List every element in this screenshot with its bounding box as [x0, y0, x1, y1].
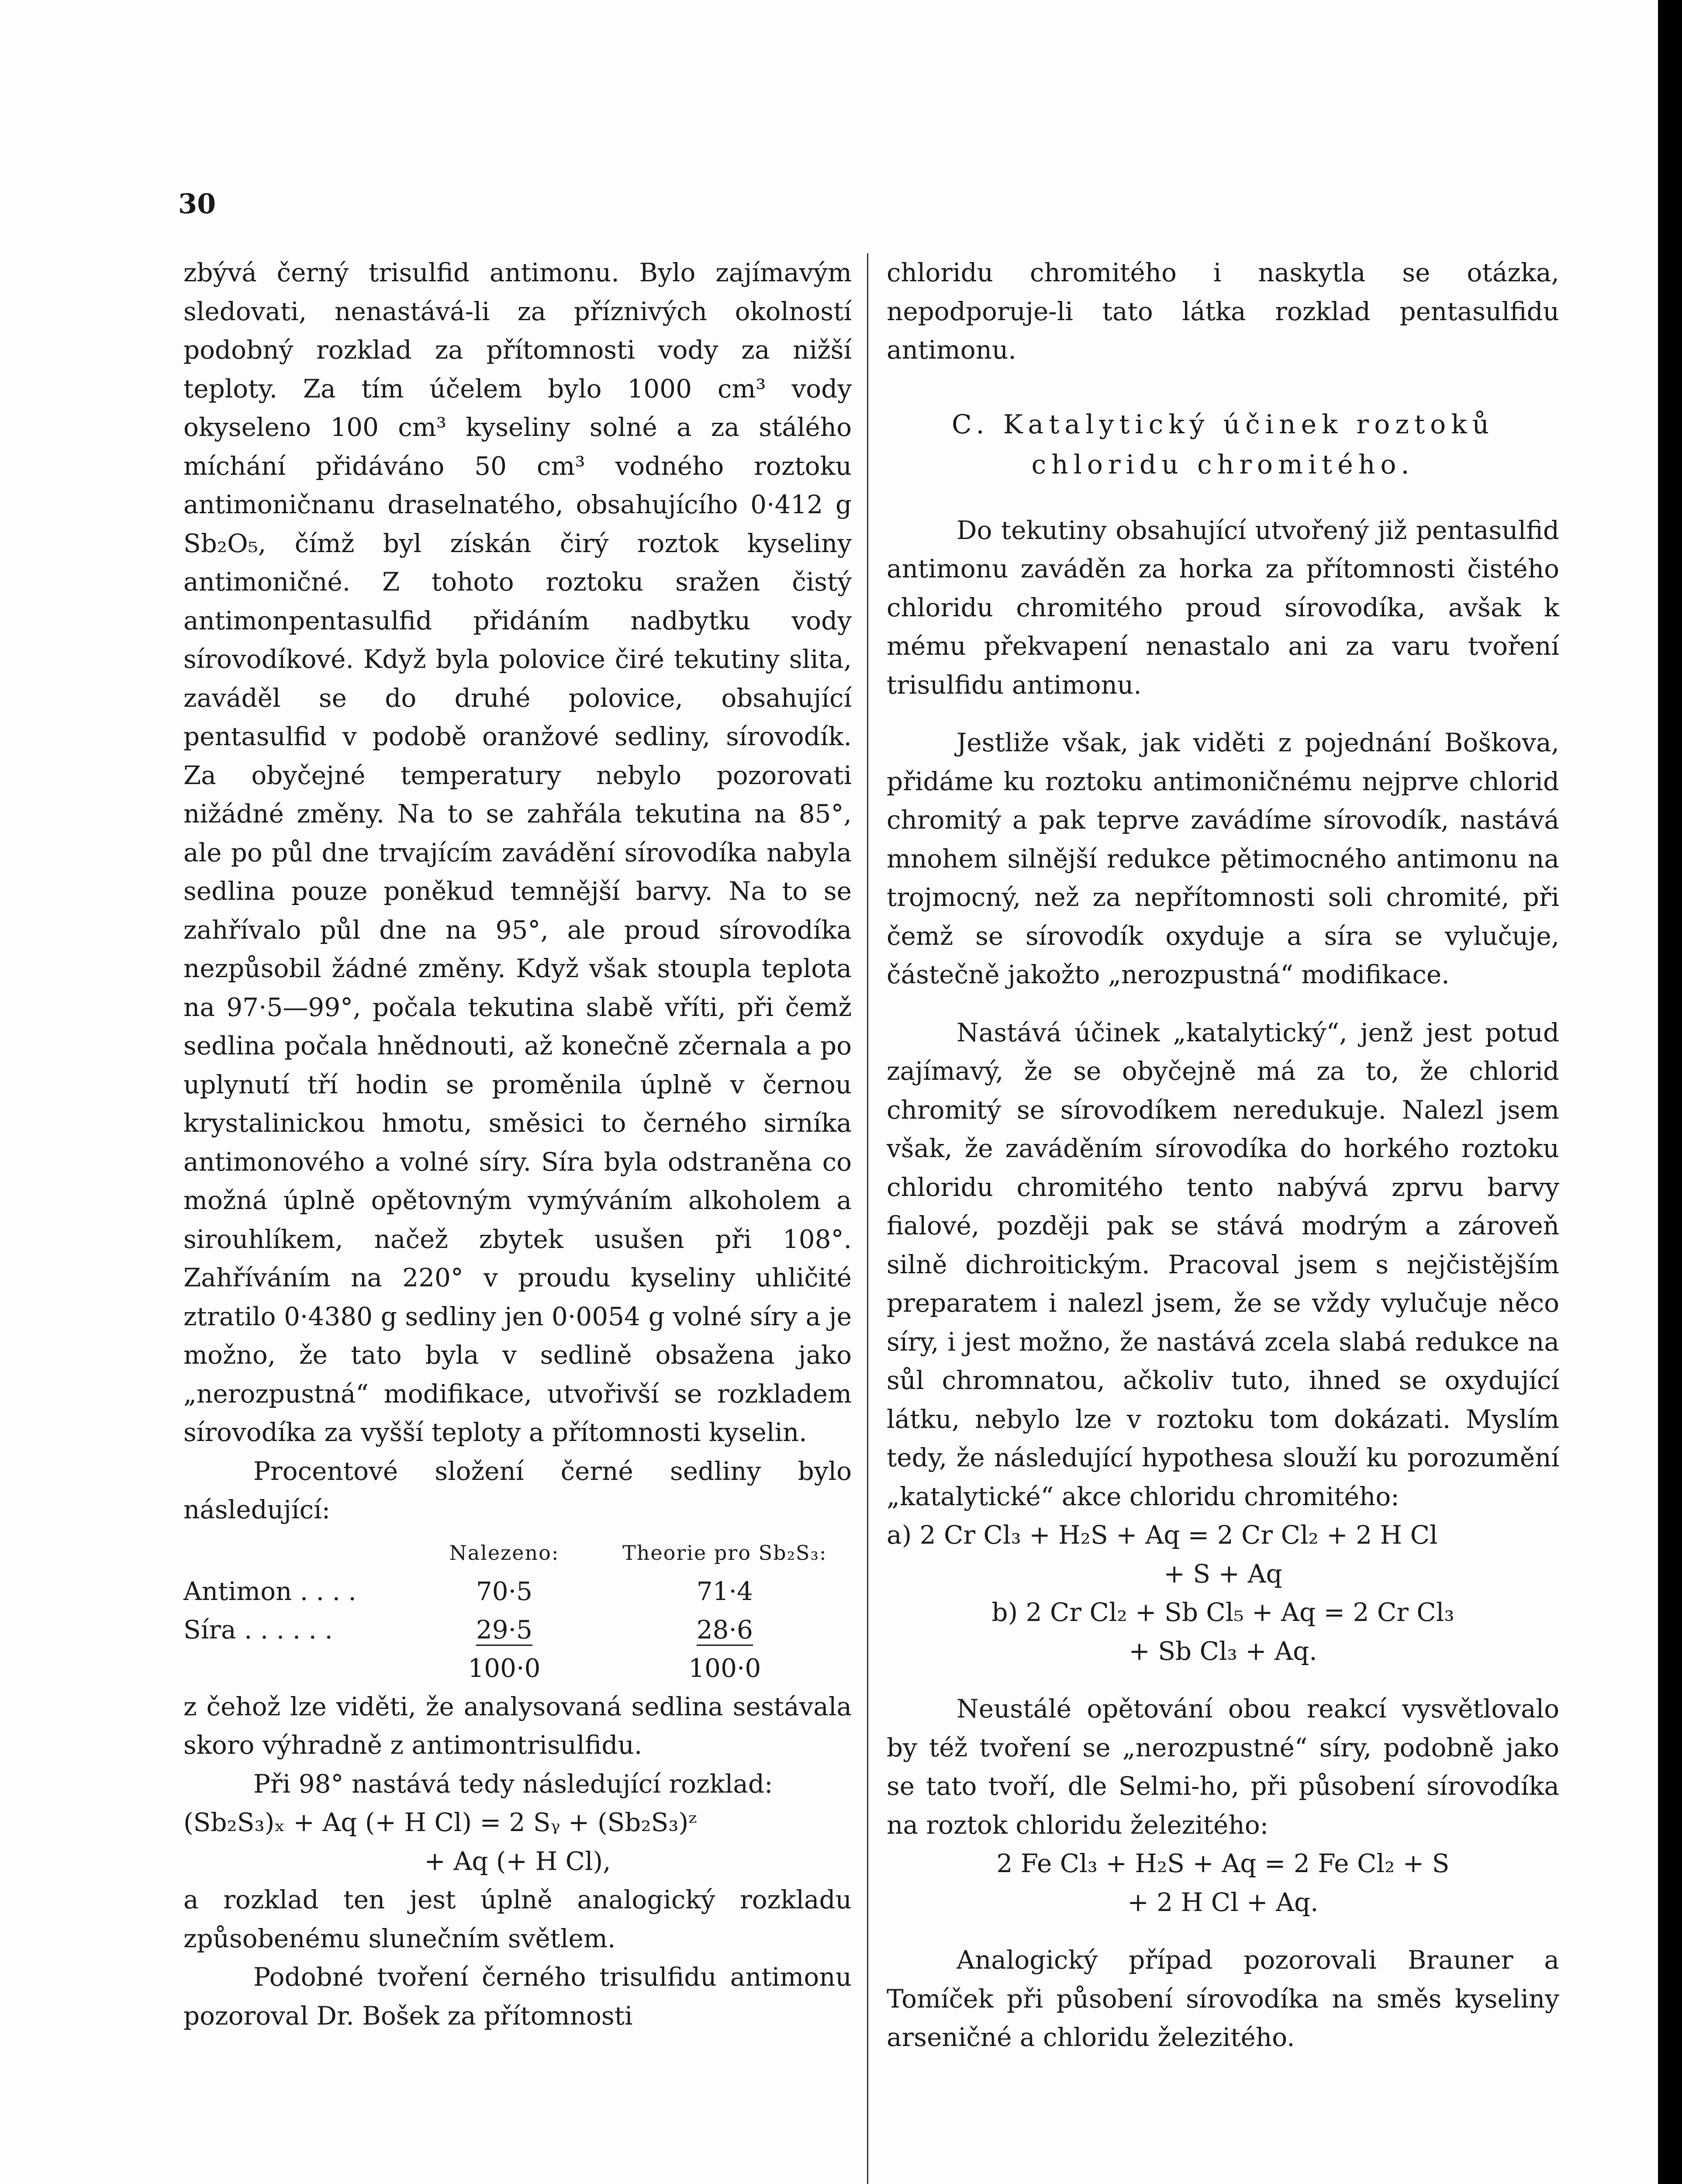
left-paragraph-2: Procentové složení černé sedliny bylo následující:	[183, 1456, 852, 1524]
table-row-found: 29·5	[411, 1610, 598, 1649]
right-paragraph-5: Neustálé opětování obou reakcí vysvětlovalo by též tvoření se „nerozpustné“ síry, podobně jako se tato tvoří, dle Selmi-ho, při působení sírovodíka na roztok chloridu železitého:	[887, 1694, 1559, 1840]
formula-b-line-1: b) 2 Cr Cl₂ + Sb Cl₅ + Aq = 2 Cr Cl₃	[991, 1597, 1454, 1627]
formula-1-line-1: (Sb₂S₃)ₓ + Aq (+ H Cl) = 2 Sᵧ + (Sb₂S₃)ᶻ	[183, 1807, 697, 1837]
table-row-found: 70·5	[476, 1576, 532, 1606]
table-header-theory: Theorie pro Sb₂S₃:	[622, 1541, 827, 1565]
left-paragraph-4: Při 98° nastává tedy následující rozklad:	[253, 1769, 773, 1799]
column-divider	[867, 253, 868, 2184]
scan-border-right	[1658, 0, 1682, 2184]
composition-table	[183, 1534, 852, 1687]
right-paragraph-4: Nastává účinek „katalytický“, jenž jest potud zajímavý, že se obyčejně má za to, že chlorid chromitý se sírovodíkem neredukuje. Nalezl jsem však, že zaváděním sírovodíka do horkého roztoku chloridu chromitého tento nabývá zprvu barvy fialové, později pak se stává modrým a zároveň silně dichroitickým. Pracoval jsem s nejčistějším preparatem i nalezl jsem, že se vždy vylučuje něco síry, i jest možno, že nastává zcela slabá redukce na sůl chromnatou, ačkoliv tuto, ihned se oxydující látku, nebylo lze v roztoku tom dokázati. Myslím tedy, že následující hypothesa slouží ku porozumění „katalytické“ akce chloridu chromitého:	[887, 1017, 1559, 1511]
left-paragraph-1: zbývá černý trisulfid antimonu. Bylo zajímavým sledovati, nenastává-li za příznivých okolností podobný rozklad za přítomnosti vody za nižší teploty. Za tím účelem bylo 1000 cm³ vody okyseleno 100 cm³ kyseliny solné a za stálého míchání přidáváno 50 cm³ vodného roztoku antimoničnanu draselnatého, obsahujícího 0·412 g Sb₂O₅, čímž byl získán čirý roztok kyseliny antimoničné. Z tohoto roztoku sražen čistý antimonpentasulfid přidáním nadbytku vody sírovodíkové. Když byla polovice čiré tekutiny slita, zaváděl se do druhé polovice, obsahující pentasulfid v podobě oranžové sedliny, sírovodík. Za obyčejné temperatury nebylo pozorovati nižádné změny. Na to se zahřála tekutina na 85°, ale po půl dne trvajícím zavádění sírovodíka nabyla sedlina pouze poněkud temnější barvy. Na to se zahřívalo půl dne na 95°, ale proud sírovodíka nezpůsobil žádné změny. Když však stoupla teplota na 97·5—99°, počala tekutina slabě vříti, při čemž sedlina počala hnědnouti, až konečně zčernala a po uplynutí tří hodin se proměnila úplně v černou krystalinickou hmotu, směsici to černého sirníka antimonového a volné síry. Síra byla odstraněna co možná úplně opětovným vymýváním alkoholem a sirouhlíkem, načež zbytek usušen při 108°. Zahříváním na 220° v proudu kyseliny uhličité ztratilo 0·4380 g sedliny jen 0·0054 g volné síry a je možno, že tato byla v sedlině obsažena jako „nerozpustná“ modifikace, utvořivší se rozkladem sírovodíka za vyšší teploty a přítomnosti kyselin.	[183, 258, 852, 1447]
left-paragraph-5: a rozklad ten jest úplně analogický rozkladu způsobenému slunečním světlem.	[183, 1885, 852, 1953]
formula-c-line-2: + 2 H Cl + Aq.	[1127, 1887, 1319, 1917]
section-heading	[887, 404, 1559, 485]
formula-c-line-1: 2 Fe Cl₃ + H₂S + Aq = 2 Fe Cl₂ + S	[996, 1849, 1450, 1878]
table-row-theory: 28·6	[598, 1610, 852, 1649]
section-heading-line-2: chloridu chromitého.	[1031, 449, 1415, 480]
table-row-theory: 71·4	[696, 1576, 753, 1606]
table-total-row	[183, 1649, 852, 1687]
right-paragraph-2: Do tekutiny obsahující utvořený již pentasulfid antimonu zaváděn za horka za přítomnosti čistého chloridu chromitého proud sírovodíka, avšak k mému překvapení nenastalo ani za varu tvoření trisulfidu antimonu.	[887, 515, 1559, 700]
table-row	[183, 1572, 852, 1610]
table-total-found: 100·0	[468, 1653, 541, 1683]
table-row	[183, 1610, 852, 1649]
formula-a-line-1: a) 2 Cr Cl₃ + H₂S + Aq = 2 Cr Cl₂ + 2 H Cl	[887, 1520, 1438, 1550]
right-paragraph-6: Analogický případ pozorovali Brauner a Tomíček při působení sírovodíka na směs kyseliny arseničné a chloridu železitého.	[887, 1945, 1559, 2052]
formula-b-line-2: + Sb Cl₃ + Aq.	[1129, 1636, 1317, 1666]
formula-a-line-2: + S + Aq	[1164, 1559, 1282, 1589]
left-paragraph-6: Podobné tvoření černého trisulfidu antimonu pozoroval Dr. Bošek za přítomnosti	[183, 1962, 852, 2031]
right-paragraph-3: Jestliže však, jak viděti z pojednání Boškova, přidáme ku roztoku antimoničnému nejprve chlorid chromitý a pak teprve zavádíme sírovodík, nastává mnohem silnější redukce pětimocného antimonu na trojmocný, než za nepřítomnosti soli chromité, při čemž se sírovodík oxyduje a síra se vylučuje, částečně jakožto „nerozpustná“ modifikace.	[887, 728, 1559, 989]
table-row-label: Antimon . . . .	[183, 1576, 356, 1606]
right-column	[887, 253, 1559, 2057]
left-column	[183, 253, 852, 2035]
page-number: 30	[178, 188, 216, 220]
formula-1-line-2: + Aq (+ H Cl),	[424, 1846, 611, 1876]
table-total-theory: 100·0	[688, 1653, 761, 1683]
table-header-found: Nalezeno:	[449, 1541, 560, 1565]
section-heading-line-1: C. Katalytický účinek roztoků	[951, 409, 1495, 440]
left-paragraph-3: z čehož lze viděti, že analysovaná sedlina sestávala skoro výhradně z antimontrisulfidu.	[183, 1691, 852, 1760]
table-row-label: Síra . . . . . .	[183, 1614, 333, 1645]
right-paragraph-1: chloridu chromitého i naskytla se otázka, nepodporuje-li tato látka rozklad pentasulfidu antimonu.	[887, 258, 1559, 365]
